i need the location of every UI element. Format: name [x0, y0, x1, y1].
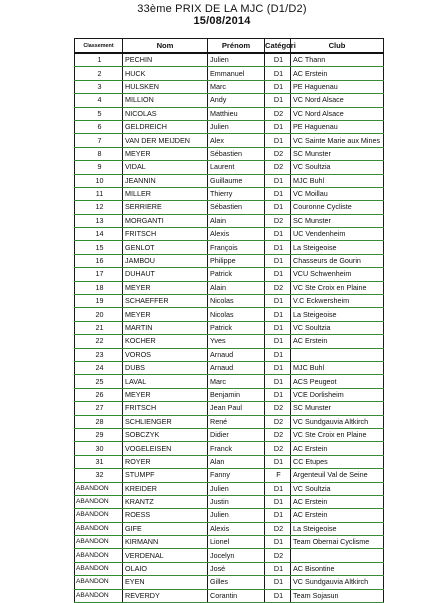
- categorie-cell: D1: [265, 53, 291, 67]
- rank-cell: 29: [75, 428, 123, 441]
- nom-cell: MEYER: [123, 388, 208, 401]
- prenom-cell: Nicolas: [208, 308, 265, 321]
- categorie-cell: D1: [265, 536, 291, 549]
- header-categorie: Catégori: [265, 39, 291, 54]
- nom-cell: GELDREICH: [123, 120, 208, 133]
- nom-cell: VERDENAL: [123, 549, 208, 562]
- table-row: [75, 187, 384, 200]
- categorie-cell: D2: [265, 549, 291, 562]
- table-row: [75, 134, 384, 147]
- club-cell: MJC Buhl: [291, 361, 384, 374]
- prenom-cell: Alexis: [208, 228, 265, 241]
- club-cell: VC Sundgauvia Altkirch: [291, 576, 384, 589]
- categorie-cell: D1: [265, 348, 291, 361]
- rank-cell: 14: [75, 228, 123, 241]
- rank-cell: 19: [75, 295, 123, 308]
- categorie-cell: D1: [265, 308, 291, 321]
- rank-cell: 7: [75, 134, 123, 147]
- club-cell: V.C Eckwersheim: [291, 295, 384, 308]
- club-cell: La Steigeoise: [291, 241, 384, 254]
- table-row: [75, 549, 384, 562]
- nom-cell: MEYER: [123, 147, 208, 160]
- nom-cell: MORGANTI: [123, 214, 208, 227]
- table-row: [75, 281, 384, 294]
- rank-cell: 4: [75, 94, 123, 107]
- prenom-cell: Lionel: [208, 536, 265, 549]
- prenom-cell: Thierry: [208, 187, 265, 200]
- table-row: [75, 455, 384, 468]
- results-table: [74, 38, 384, 603]
- table-row: [75, 335, 384, 348]
- categorie-cell: D1: [265, 388, 291, 401]
- table-header-row: [75, 39, 384, 54]
- nom-cell: JAMBOU: [123, 254, 208, 267]
- club-cell: VC Nord Alsace: [291, 94, 384, 107]
- table-row: [75, 268, 384, 281]
- club-cell: Couronne Cycliste: [291, 201, 384, 214]
- categorie-cell: D1: [265, 228, 291, 241]
- rank-cell: 18: [75, 281, 123, 294]
- table-row: [75, 174, 384, 187]
- nom-cell: JEANNIN: [123, 174, 208, 187]
- categorie-cell: D2: [265, 522, 291, 535]
- prenom-cell: Alain: [208, 214, 265, 227]
- categorie-cell: D2: [265, 428, 291, 441]
- club-cell: ACS Peugeot: [291, 375, 384, 388]
- nom-cell: MILLION: [123, 94, 208, 107]
- club-cell: [291, 549, 384, 562]
- nom-cell: OLAIO: [123, 562, 208, 575]
- rank-cell: 3: [75, 80, 123, 93]
- rank-cell: 27: [75, 402, 123, 415]
- rank-cell: 11: [75, 187, 123, 200]
- table-row: [75, 120, 384, 133]
- nom-cell: PECHIN: [123, 53, 208, 67]
- categorie-cell: D1: [265, 509, 291, 522]
- club-cell: AC Erstein: [291, 442, 384, 455]
- club-cell: Team Obernai Cyclisme: [291, 536, 384, 549]
- header-classement: Classement: [75, 39, 123, 54]
- table-row: [75, 509, 384, 522]
- rank-cell: 1: [75, 53, 123, 67]
- table-row: [75, 241, 384, 254]
- table-row: [75, 442, 384, 455]
- table-row: [75, 308, 384, 321]
- club-cell: VC Sundgauvia Altkirch: [291, 415, 384, 428]
- rank-cell: ABANDON: [75, 549, 123, 562]
- club-cell: VCU Schwenheim: [291, 268, 384, 281]
- table-row: [75, 80, 384, 93]
- categorie-cell: D1: [265, 201, 291, 214]
- prenom-cell: Benjamin: [208, 388, 265, 401]
- nom-cell: NICOLAS: [123, 107, 208, 120]
- categorie-cell: D2: [265, 281, 291, 294]
- categorie-cell: D1: [265, 295, 291, 308]
- table-row: [75, 495, 384, 508]
- club-cell: AC Thann: [291, 53, 384, 67]
- prenom-cell: Yves: [208, 335, 265, 348]
- page-title: 33ème PRIX DE LA MJC (D1/D2): [137, 3, 307, 15]
- rank-cell: ABANDON: [75, 562, 123, 575]
- nom-cell: KOCHER: [123, 335, 208, 348]
- club-cell: UC Vendenheim: [291, 228, 384, 241]
- nom-cell: VOROS: [123, 348, 208, 361]
- rank-cell: ABANDON: [75, 495, 123, 508]
- nom-cell: VOGELEISEN: [123, 442, 208, 455]
- prenom-cell: Philippe: [208, 254, 265, 267]
- nom-cell: HUCK: [123, 67, 208, 80]
- club-cell: AC Erstein: [291, 67, 384, 80]
- categorie-cell: D2: [265, 147, 291, 160]
- table-row: [75, 562, 384, 575]
- table-row: [75, 522, 384, 535]
- categorie-cell: D1: [265, 576, 291, 589]
- nom-cell: MILLER: [123, 187, 208, 200]
- rank-cell: 8: [75, 147, 123, 160]
- prenom-cell: Nicolas: [208, 295, 265, 308]
- rank-cell: 30: [75, 442, 123, 455]
- rank-cell: 20: [75, 308, 123, 321]
- prenom-cell: Emmanuel: [208, 67, 265, 80]
- club-cell: La Steigeoise: [291, 308, 384, 321]
- rank-cell: 32: [75, 469, 123, 482]
- prenom-cell: Justin: [208, 495, 265, 508]
- nom-cell: MARTIN: [123, 321, 208, 334]
- club-cell: VC Soultzia: [291, 161, 384, 174]
- nom-cell: GIFE: [123, 522, 208, 535]
- table-row: [75, 469, 384, 482]
- table-row: [75, 415, 384, 428]
- rank-cell: 13: [75, 214, 123, 227]
- table-row: [75, 94, 384, 107]
- prenom-cell: Sébastien: [208, 147, 265, 160]
- table-row: [75, 161, 384, 174]
- club-cell: [291, 348, 384, 361]
- prenom-cell: Patrick: [208, 268, 265, 281]
- table-row: [75, 107, 384, 120]
- nom-cell: MEYER: [123, 308, 208, 321]
- categorie-cell: D1: [265, 134, 291, 147]
- nom-cell: DUBS: [123, 361, 208, 374]
- categorie-cell: D1: [265, 321, 291, 334]
- categorie-cell: D1: [265, 361, 291, 374]
- club-cell: VCE Dorlisheim: [291, 388, 384, 401]
- club-cell: AC Erstein: [291, 495, 384, 508]
- table-row: [75, 361, 384, 374]
- nom-cell: GENLOT: [123, 241, 208, 254]
- header-prenom: Prénom: [208, 39, 265, 54]
- prenom-cell: Jean Paul: [208, 402, 265, 415]
- table-row: [75, 321, 384, 334]
- nom-cell: MEYER: [123, 281, 208, 294]
- prenom-cell: René: [208, 415, 265, 428]
- club-cell: SC Munster: [291, 214, 384, 227]
- club-cell: VC Ste Croix en Plaine: [291, 281, 384, 294]
- table-row: [75, 589, 384, 602]
- prenom-cell: Fanny: [208, 469, 265, 482]
- categorie-cell: D1: [265, 174, 291, 187]
- table-row: [75, 402, 384, 415]
- table-row: [75, 482, 384, 495]
- categorie-cell: D1: [265, 375, 291, 388]
- prenom-cell: Marc: [208, 375, 265, 388]
- nom-cell: DUHAUT: [123, 268, 208, 281]
- table-row: [75, 388, 384, 401]
- prenom-cell: François: [208, 241, 265, 254]
- categorie-cell: D1: [265, 120, 291, 133]
- club-cell: SC Munster: [291, 147, 384, 160]
- rank-cell: 24: [75, 361, 123, 374]
- club-cell: PE Haguenau: [291, 80, 384, 93]
- categorie-cell: D2: [265, 161, 291, 174]
- categorie-cell: D1: [265, 562, 291, 575]
- table-row: [75, 576, 384, 589]
- rank-cell: 5: [75, 107, 123, 120]
- prenom-cell: Guillaume: [208, 174, 265, 187]
- table-row: [75, 53, 384, 67]
- prenom-cell: Matthieu: [208, 107, 265, 120]
- prenom-cell: Alan: [208, 455, 265, 468]
- club-cell: Argenteuil Val de Seine: [291, 469, 384, 482]
- prenom-cell: José: [208, 562, 265, 575]
- rank-cell: 23: [75, 348, 123, 361]
- rank-cell: 2: [75, 67, 123, 80]
- club-cell: MJC Buhl: [291, 174, 384, 187]
- rank-cell: 28: [75, 415, 123, 428]
- categorie-cell: D1: [265, 455, 291, 468]
- nom-cell: REVERDY: [123, 589, 208, 602]
- rank-cell: ABANDON: [75, 536, 123, 549]
- categorie-cell: D1: [265, 187, 291, 200]
- rank-cell: 16: [75, 254, 123, 267]
- categorie-cell: D1: [265, 254, 291, 267]
- club-cell: Chasseurs de Gourin: [291, 254, 384, 267]
- table-row: [75, 348, 384, 361]
- prenom-cell: Sébastien: [208, 201, 265, 214]
- nom-cell: FRITSCH: [123, 228, 208, 241]
- table-row: [75, 428, 384, 441]
- prenom-cell: Andy: [208, 94, 265, 107]
- rank-cell: 26: [75, 388, 123, 401]
- nom-cell: EYEN: [123, 576, 208, 589]
- rank-cell: 25: [75, 375, 123, 388]
- table-row: [75, 228, 384, 241]
- rank-cell: 9: [75, 161, 123, 174]
- club-cell: PE Haguenau: [291, 120, 384, 133]
- table-row: [75, 536, 384, 549]
- table-row: [75, 147, 384, 160]
- categorie-cell: D1: [265, 94, 291, 107]
- club-cell: AC Erstein: [291, 509, 384, 522]
- nom-cell: SCHLIENGER: [123, 415, 208, 428]
- prenom-cell: Arnaud: [208, 348, 265, 361]
- nom-cell: SOBCZYK: [123, 428, 208, 441]
- rank-cell: ABANDON: [75, 522, 123, 535]
- prenom-cell: Arnaud: [208, 361, 265, 374]
- prenom-cell: Julien: [208, 120, 265, 133]
- categorie-cell: D1: [265, 495, 291, 508]
- table-row: [75, 295, 384, 308]
- nom-cell: FRITSCH: [123, 402, 208, 415]
- rank-cell: 21: [75, 321, 123, 334]
- nom-cell: SERRIERE: [123, 201, 208, 214]
- categorie-cell: D2: [265, 415, 291, 428]
- categorie-cell: D2: [265, 402, 291, 415]
- rank-cell: 12: [75, 201, 123, 214]
- club-cell: AC Erstein: [291, 335, 384, 348]
- categorie-cell: D1: [265, 241, 291, 254]
- rank-cell: ABANDON: [75, 482, 123, 495]
- rank-cell: 15: [75, 241, 123, 254]
- club-cell: VC Moillau: [291, 187, 384, 200]
- categorie-cell: D1: [265, 589, 291, 602]
- nom-cell: VIDAL: [123, 161, 208, 174]
- prenom-cell: Patrick: [208, 321, 265, 334]
- club-cell: VC Soultzia: [291, 482, 384, 495]
- table-row: [75, 254, 384, 267]
- categorie-cell: D2: [265, 442, 291, 455]
- nom-cell: KRANTZ: [123, 495, 208, 508]
- rank-cell: 10: [75, 174, 123, 187]
- club-cell: Team Sojasun: [291, 589, 384, 602]
- rank-cell: 6: [75, 120, 123, 133]
- nom-cell: HULSKEN: [123, 80, 208, 93]
- categorie-cell: D2: [265, 214, 291, 227]
- rank-cell: 31: [75, 455, 123, 468]
- header-club: Club: [291, 39, 384, 54]
- nom-cell: ROYER: [123, 455, 208, 468]
- nom-cell: VAN DER MEIJDEN: [123, 134, 208, 147]
- rank-cell: 17: [75, 268, 123, 281]
- nom-cell: KIRMANN: [123, 536, 208, 549]
- nom-cell: KREIDER: [123, 482, 208, 495]
- prenom-cell: Corantin: [208, 589, 265, 602]
- table-row: [75, 67, 384, 80]
- categorie-cell: D1: [265, 335, 291, 348]
- categorie-cell: D1: [265, 482, 291, 495]
- table-row: [75, 201, 384, 214]
- categorie-cell: F: [265, 469, 291, 482]
- table-row: [75, 214, 384, 227]
- club-cell: La Steigeoise: [291, 522, 384, 535]
- club-cell: VC Soultzia: [291, 321, 384, 334]
- nom-cell: SCHAEFFER: [123, 295, 208, 308]
- prenom-cell: Laurent: [208, 161, 265, 174]
- rank-cell: ABANDON: [75, 509, 123, 522]
- rank-cell: ABANDON: [75, 576, 123, 589]
- nom-cell: STUMPF: [123, 469, 208, 482]
- prenom-cell: Alex: [208, 134, 265, 147]
- nom-cell: LAVAL: [123, 375, 208, 388]
- rank-cell: ABANDON: [75, 589, 123, 602]
- categorie-cell: D2: [265, 107, 291, 120]
- categorie-cell: D1: [265, 67, 291, 80]
- race-date: 15/08/2014: [193, 15, 251, 27]
- prenom-cell: Gilles: [208, 576, 265, 589]
- prenom-cell: Julien: [208, 509, 265, 522]
- nom-cell: ROESS: [123, 509, 208, 522]
- prenom-cell: Didier: [208, 428, 265, 441]
- categorie-cell: D1: [265, 80, 291, 93]
- club-cell: VC Sainte Marie aux Mines: [291, 134, 384, 147]
- prenom-cell: Alain: [208, 281, 265, 294]
- results-body: [75, 53, 384, 603]
- prenom-cell: Julien: [208, 53, 265, 67]
- club-cell: CC Etupes: [291, 455, 384, 468]
- table-row: [75, 375, 384, 388]
- prenom-cell: Alexis: [208, 522, 265, 535]
- header-nom: Nom: [123, 39, 208, 54]
- categorie-cell: D1: [265, 268, 291, 281]
- club-cell: SC Munster: [291, 402, 384, 415]
- prenom-cell: Jocelyn: [208, 549, 265, 562]
- club-cell: VC Nord Alsace: [291, 107, 384, 120]
- club-cell: AC Bisontine: [291, 562, 384, 575]
- prenom-cell: Julien: [208, 482, 265, 495]
- prenom-cell: Marc: [208, 80, 265, 93]
- prenom-cell: Franck: [208, 442, 265, 455]
- rank-cell: 22: [75, 335, 123, 348]
- club-cell: VC Ste Croix en Plaine: [291, 428, 384, 441]
